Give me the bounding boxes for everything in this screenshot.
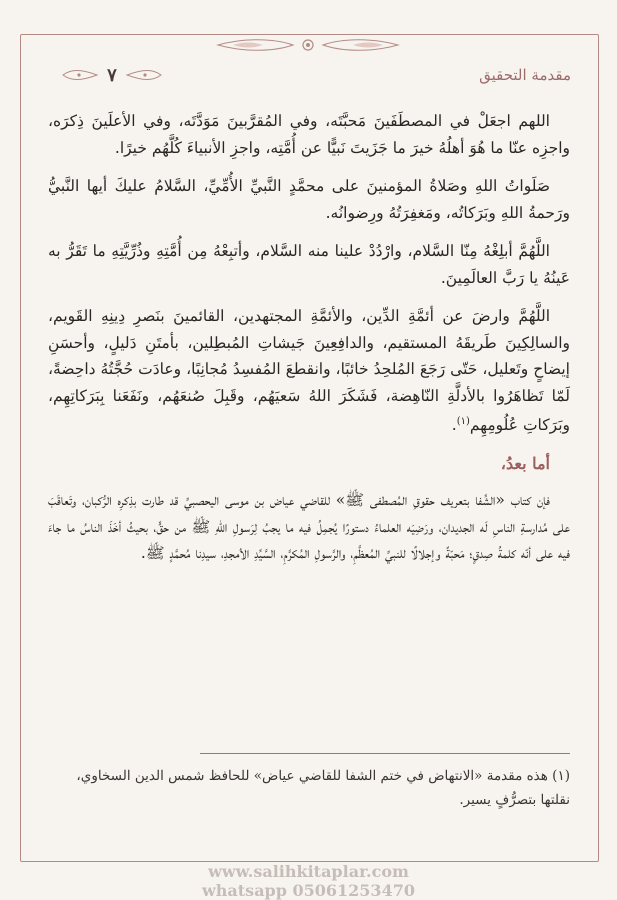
top-ornament-icon [213,36,403,54]
paragraph-prayer-4-text: اللَّهُمَّ وارضَ عن أئمَّةِ الدِّين، والأئمَّةِ المجتهدين، القائمينَ بنَصرِ دِينِهِ القَويم، والسالِكِينَ طَريقَهُ المستقيم، والدافِعِينَ جَيشاتِ المُبطِلين، بأمتَنِ دَليلٍ، وأحسَنِ إيضاحٍ وتَعليل، حَتّى رَجَعَ المُلحِدُ خائبًا، وانقطعَ المُفسِدُ مُجانِبًا، وعادَت حُجَّتُهُ داحِضةً، لَمّا تَظاهَرُوا بالأدلَّةِ النّاهِضة، فَشَكَرَ اللهُ سَعيَهُم، وقَبِلَ صُنعَهُم، ونَفَعَنا بِبَرَكاتِهِم، وبَرَكاتِ عُلُومِهِم [48,307,570,435]
paragraph-prayer-1: اللهم اجعَلْ في المصطَفَينَ مَحبَّتَه، وفي المُقرَّبينَ مَوَدَّتَه، وفي الأعلَينَ ذِكرَه، واجزِه عنّا ما هُوَ أهلُهُ خيرَ ما جَزَيتَ نَبيًّا عن أُمَّتِه، واجزِ الأنبياءَ كُلَّهُم خيرًا. [48,112,570,157]
page-number: ٧ [107,64,117,86]
paragraph-prayer-4: اللَّهُمَّ وارضَ عن أئمَّةِ الدِّين، والأئمَّةِ المجتهدين، القائمينَ بنَصرِ دِينِهِ القَويم، والسالِكِينَ طَريقَهُ المستقيم، والدافِعِينَ جَيشاتِ المُبطِلين، بأمتَنِ دَليلٍ، وأحسَنِ إيضاحٍ وتَعليل، حَتّى رَجَعَ المُلحِدُ خائبًا، وانقطعَ المُفسِدُ مُجانِبًا، وعادَت حُجَّتُهُ داحِضةً، لَمّا تَظاهَرُوا بالأدلَّةِ النّاهِضة، فَشَكَرَ اللهُ سَعيَهُم، وقَبِلَ صُنعَهُم، ونَفَعَنا بِبَرَكاتِهِم، وبَرَكاتِ عُلُومِهِم$^{(١)}$. [48,307,570,435]
page-header [40,64,577,88]
right-flourish-icon [125,69,163,81]
footnote-reference[interactable]: (١) [456,416,470,427]
chapter-title: مقدمة التحقيق [479,66,571,84]
watermark [0,862,617,900]
main-text [48,108,570,579]
footnote: (١) هذه مقدمة «الانتهاض في ختم الشفا للقاضي عياض» للحافظ شمس الدين السخاوي، نقلتها بتصرُّفٍ يسير. [76,768,570,808]
footnote-divider [200,753,570,754]
watermark-website: www.salihkitaplar.com [208,862,409,881]
left-flourish-icon [61,69,99,81]
paragraph-prayer-3: اللَّهُمَّ أبلِغْهُ مِنّا السَّلام، وارْدُدْ علينا منه السَّلام، وأتبِعْهُ مِن أُمَّتِهِ وذُرِّيَّتِهِ ما تَقَرُّ به عَينُهُ يا رَبَّ العالَمِينَ. [48,242,570,287]
watermark-whatsapp: whatsapp 05061253470 [202,881,415,900]
section-heading: أما بعدُ، [500,453,550,473]
page-number-group [52,64,172,86]
paragraph-prayer-2: صَلَواتُ اللهِ وصَلاةُ المؤمنينَ على محمَّدٍ النَّبيِّ الأُمِّيِّ، السَّلامُ عليكَ أيها النَّبيُّ ورَحمةُ اللهِ وبَرَكاتُه، ومَغفِرَتُهُ ورِضوانُه. [48,177,570,222]
paragraph-intro: فإن كتاب «الشِّفا بتعريف حقوقِ المُصطفى ﷺ» للقاضي عياض بن موسى اليحصبيِّ قد طارت بذِكرِه الرُّكبان، وتَعاقَبَ على مُدارسةِ الناسِ لَه الجديدان، ورَضِيَه العلماءُ دستورًا يُجمِلُ فيه ما يجبُ لِرَسولِ اللهِ ﷺ من حقٍّ، بحيثُ أخَذَ الناسُ ما جاءَ فيه على أنّه كلمةُ صِدقٍ؛ مَحبّةً وإجلالًا للنبيِّ المُعظَّمِ، والرَّسولِ المُكرَّمِ، السَّيِّدِ الأمجدِ، سيدِنا مُحمَّدٍ ﷺ. [48,491,570,563]
